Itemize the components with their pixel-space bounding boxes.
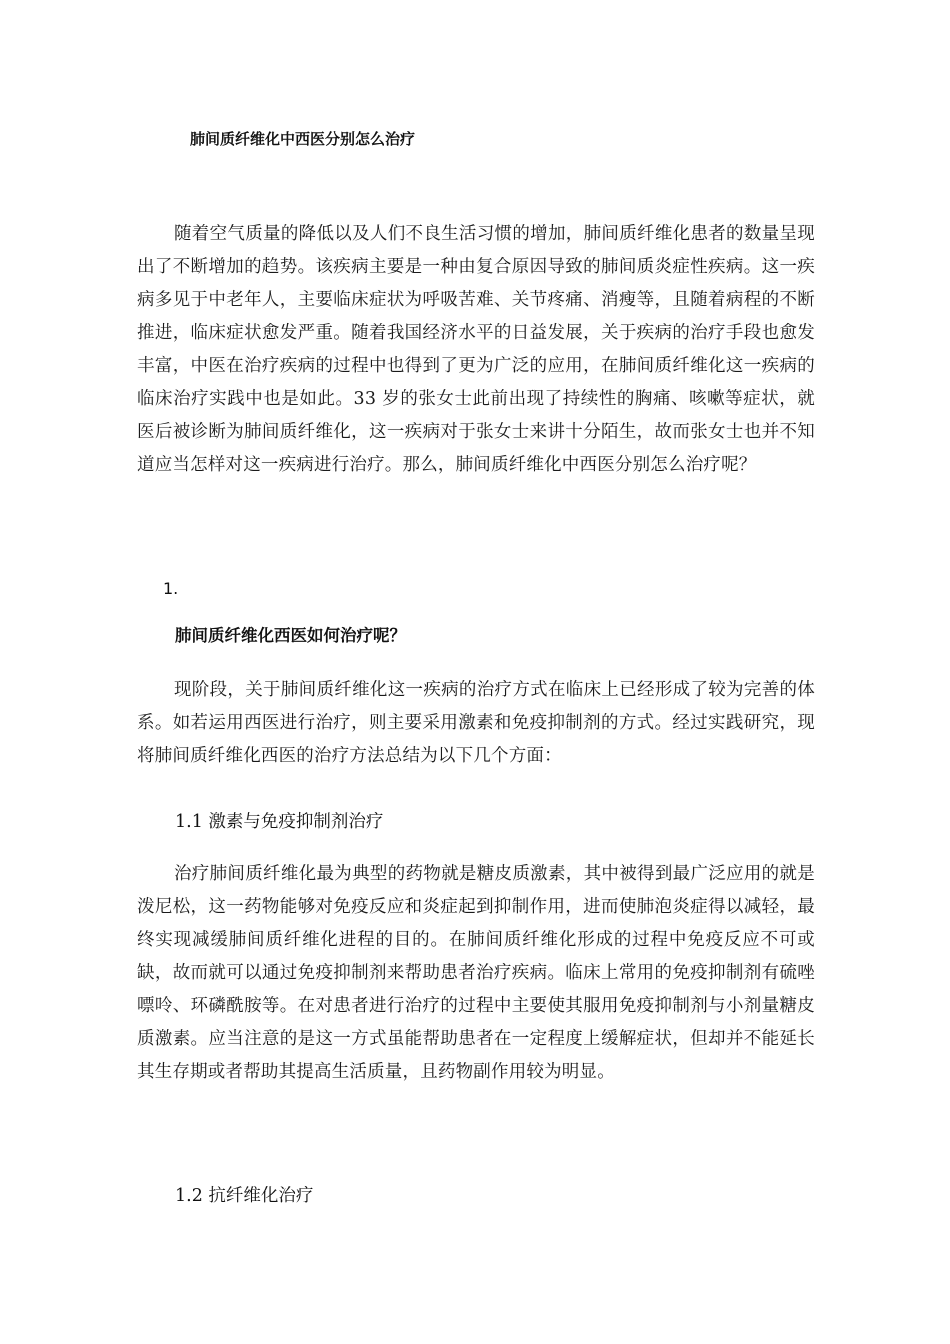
subsection-heading-hormone-therapy: 1.1 激素与免疫抑制剂治疗 (175, 812, 384, 832)
section-paragraph-western-medicine: 现阶段，关于肺间质纤维化这一疾病的治疗方式在临床上已经形成了较为完善的体系。如若运用西医进行治疗，则主要采用激素和免疫抑制剂的方式。经过实践研究，现将肺间质纤维化西医的治疗方法总结为以下几个方面： (137, 680, 815, 766)
intro-paragraph: 随着空气质量的降低以及人们不良生活习惯的增加，肺间质纤维化患者的数量呈现出了不断增加的趋势。该疾病主要是一种由复合原因导致的肺间质炎症性疾病。这一疾病多见于中老年人，主要临床症状为呼吸苦难、关节疼痛、消瘦等，且随着病程的不断推进，临床症状愈发严重。随着我国经济水平的日益发展，关于疾病的治疗手段也愈发丰富，中医在治疗疾病的过程中也得到了更为广泛的应用，在肺间质纤维化这一疾病的临床治疗实践中也是如此。33 岁的张女士此前出现了持续性的胸痛、咳嗽等症状，就医后被诊断为肺间质纤维化，这一疾病对于张女士来讲十分陌生，故而张女士也并不知道应当怎样对这一疾病进行治疗。那么，肺间质纤维化中西医分别怎么治疗呢？ (137, 224, 815, 475)
document-title: 肺间质纤维化中西医分别怎么治疗 (190, 130, 416, 148)
subsection-paragraph-hormone-therapy: 治疗肺间质纤维化最为典型的药物就是糖皮质激素，其中被得到最广泛应用的就是泼尼松，这一药物能够对免疫反应和炎症起到抑制作用，进而使肺泡炎症得以减轻，最终实现减缓肺间质纤维化进程的目的。在肺间质纤维化形成的过程中免疫反应不可或缺，故而就可以通过免疫抑制剂来帮助患者治疗疾病。临床上常用的免疫抑制剂有硫唑嘌呤、环磷酰胺等。在对患者进行治疗的过程中主要使其服用免疫抑制剂与小剂量糖皮质激素。应当注意的是这一方式虽能帮助患者在一定程度上缓解症状，但却并不能延长其生存期或者帮助其提高生活质量，且药物副作用较为明显。 (137, 864, 815, 1082)
subsection-heading-antifibrosis: 1.2 抗纤维化治疗 (175, 1186, 314, 1206)
section-heading-western-medicine: 肺间质纤维化西医如何治疗呢？ (175, 626, 406, 645)
list-number: 1. (163, 579, 179, 598)
